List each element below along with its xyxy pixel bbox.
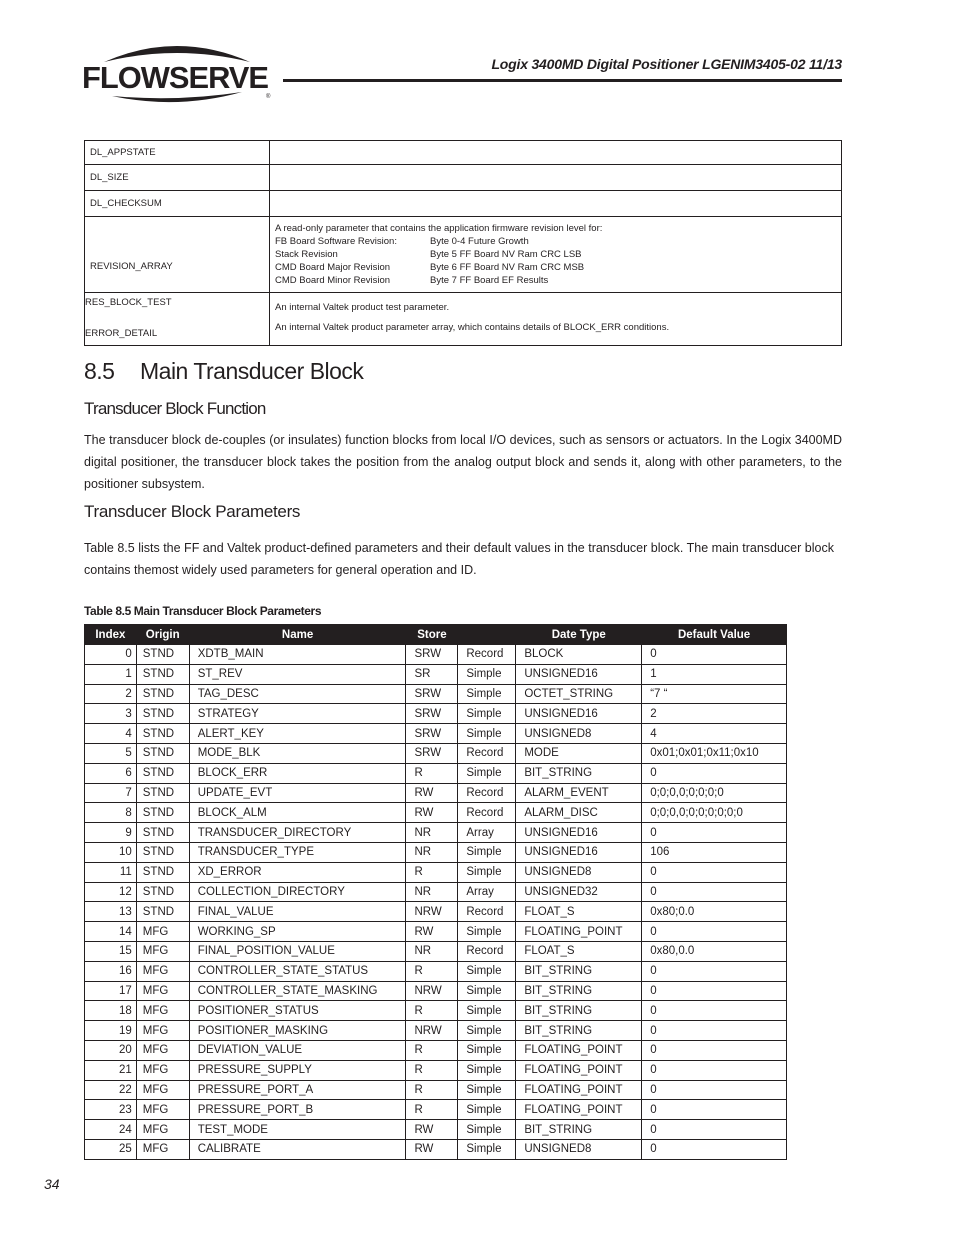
table-row [85,1060,787,1080]
logo-wordmark: FLOWSERVE [82,60,269,95]
origin-cell: MFG [136,981,189,1001]
store-cell: R [406,1080,458,1100]
default-value-cell: 0 [642,645,787,665]
default-value-cell: 0 [642,882,787,902]
index-cell: 7 [85,783,137,803]
default-value-cell: 0 [642,823,787,843]
store-cell: NR [406,941,458,961]
table-row [85,961,787,981]
col-header-default: Default Value [642,625,787,645]
table-row [85,165,842,191]
origin-cell: MFG [136,1060,189,1080]
origin-cell: STND [136,803,189,823]
header-rule [283,79,842,82]
origin-cell: STND [136,882,189,902]
table-body [85,645,787,1160]
name-cell: COLLECTION_DIRECTORY [189,882,406,902]
transducer-params-table [84,624,787,1160]
store-cell: SRW [406,724,458,744]
origin-cell: MFG [136,922,189,942]
default-value-cell: 4 [642,724,787,744]
type-cell: Simple [458,1021,516,1041]
type-cell: Record [458,941,516,961]
index-cell: 13 [85,902,137,922]
store-cell: R [406,961,458,981]
col-header-origin: Origin [136,625,189,645]
res-block-test-desc: An internal Valtek product test parameter. [275,302,450,313]
table-row [85,1100,787,1120]
default-value-cell: 0x80,0.0 [642,941,787,961]
name-cell: POSITIONER_MASKING [189,1021,406,1041]
index-cell: 8 [85,803,137,823]
name-cell: FINAL_POSITION_VALUE [189,941,406,961]
param-name: DL_APPSTATE [85,141,270,165]
table-row [85,684,787,704]
type-cell: Array [458,823,516,843]
name-cell: CALIBRATE [189,1139,406,1159]
store-cell: SRW [406,645,458,665]
default-value-cell: “7 “ [642,684,787,704]
data-type-cell: BIT_STRING [516,1120,642,1140]
name-cell: TAG_DESC [189,684,406,704]
data-type-cell: FLOATING_POINT [516,1080,642,1100]
origin-cell: MFG [136,1139,189,1159]
origin-cell: STND [136,763,189,783]
store-cell: SRW [406,684,458,704]
store-cell: R [406,862,458,882]
name-cell: POSITIONER_STATUS [189,1001,406,1021]
data-type-cell: FLOATING_POINT [516,922,642,942]
table-row [85,704,787,724]
store-cell: RW [406,1120,458,1140]
name-cell: WORKING_SP [189,922,406,942]
table-row [85,763,787,783]
default-value-cell: 2 [642,704,787,724]
index-cell: 11 [85,862,137,882]
default-value-cell: 0 [642,1120,787,1140]
document-title: Logix 3400MD Digital Positioner LGENIM3405-02 11/13 [491,56,842,72]
data-type-cell: ALARM_DISC [516,803,642,823]
table-row [85,724,787,744]
type-cell: Simple [458,1120,516,1140]
origin-cell: MFG [136,1040,189,1060]
table-row [85,1139,787,1159]
store-cell: RW [406,803,458,823]
origin-cell: STND [136,684,189,704]
type-cell: Record [458,743,516,763]
table-row [85,862,787,882]
store-cell: R [406,1100,458,1120]
param-desc [270,217,842,293]
data-type-cell: MODE [516,743,642,763]
table-row [85,783,787,803]
col-header-type [458,625,516,645]
default-value-cell: 0 [642,961,787,981]
table-row [85,1080,787,1100]
type-cell: Simple [458,922,516,942]
index-cell: 20 [85,1040,137,1060]
origin-cell: STND [136,823,189,843]
paragraph-parameters: Table 8.5 lists the FF and Valtek product-defined parameters and their default values in the transducer block. The main transducer block contains themost widely used parameters for general operation and ID. [84,541,834,577]
store-cell: NR [406,842,458,862]
index-cell: 19 [85,1021,137,1041]
name-cell: UPDATE_EVT [189,783,406,803]
origin-cell: STND [136,645,189,665]
name-cell: TRANSDUCER_TYPE [189,842,406,862]
name-cell: PRESSURE_PORT_A [189,1080,406,1100]
index-cell: 5 [85,743,137,763]
store-cell: NRW [406,902,458,922]
name-cell: ALERT_KEY [189,724,406,744]
data-type-cell: UNSIGNED16 [516,823,642,843]
name-cell: XDTB_MAIN [189,645,406,665]
data-type-cell: UNSIGNED16 [516,842,642,862]
index-cell: 18 [85,1001,137,1021]
table-row [85,1120,787,1140]
name-cell: TRANSDUCER_DIRECTORY [189,823,406,843]
name-cell: TEST_MODE [189,1120,406,1140]
origin-cell: STND [136,704,189,724]
type-cell: Simple [458,981,516,1001]
default-value-cell: 0;0;0,0;0;0;0;0;0;0 [642,803,787,823]
table-row [85,191,842,217]
origin-cell: STND [136,724,189,744]
name-cell: CONTROLLER_STATE_MASKING [189,981,406,1001]
type-cell: Simple [458,704,516,724]
index-cell: 9 [85,823,137,843]
type-cell: Simple [458,664,516,684]
res-block-test-name: RES_BLOCK_TEST [85,297,172,308]
name-cell: MODE_BLK [189,743,406,763]
revision-line: CMD Board Minor Revision Byte 7 FF Board EF Results [275,275,549,286]
data-type-cell: FLOAT_S [516,902,642,922]
type-cell: Record [458,803,516,823]
name-cell: BLOCK_ALM [189,803,406,823]
param-desc [270,293,842,346]
data-type-cell: FLOATING_POINT [516,1060,642,1080]
data-type-cell: BIT_STRING [516,981,642,1001]
data-type-cell: BIT_STRING [516,1001,642,1021]
default-value-cell: 0 [642,1060,787,1080]
origin-cell: MFG [136,1100,189,1120]
param-name: DL_SIZE [85,165,270,191]
store-cell: NRW [406,981,458,1001]
table-row [85,1001,787,1021]
data-type-cell: BIT_STRING [516,763,642,783]
default-value-cell: 0 [642,981,787,1001]
type-cell: Record [458,645,516,665]
store-cell: NR [406,882,458,902]
origin-cell: MFG [136,1021,189,1041]
store-cell: R [406,763,458,783]
index-cell: 15 [85,941,137,961]
default-value-cell: 0x80;0.0 [642,902,787,922]
param-name: DL_CHECKSUM [85,191,270,217]
index-cell: 14 [85,922,137,942]
error-detail-desc: An internal Valtek product parameter array, which contains details of BLOCK_ERR conditions. [275,322,670,333]
store-cell: RW [406,783,458,803]
page-number: 34 [44,1176,60,1192]
data-type-cell: UNSIGNED32 [516,882,642,902]
table-row [85,981,787,1001]
name-cell: PRESSURE_SUPPLY [189,1060,406,1080]
default-value-cell: 0 [642,1139,787,1159]
resource-params-table [84,140,842,346]
subheading-function: Transducer Block Function [84,399,266,418]
type-cell: Simple [458,684,516,704]
param-desc [270,165,842,191]
revision-intro: A read-only parameter that contains the application firmware revision level for: [275,223,603,234]
origin-cell: MFG [136,1120,189,1140]
store-cell: RW [406,1139,458,1159]
index-cell: 25 [85,1139,137,1159]
name-cell: PRESSURE_PORT_B [189,1100,406,1120]
name-cell: DEVIATION_VALUE [189,1040,406,1060]
type-cell: Simple [458,1040,516,1060]
data-type-cell: UNSIGNED16 [516,664,642,684]
table-row [85,1040,787,1060]
svg-text:®: ® [266,94,271,100]
index-cell: 21 [85,1060,137,1080]
section-heading: 8.5 Main Transducer Block [84,358,364,384]
param-desc [270,141,842,165]
index-cell: 10 [85,842,137,862]
origin-cell: STND [136,783,189,803]
name-cell: XD_ERROR [189,862,406,882]
origin-cell: STND [136,664,189,684]
data-type-cell: FLOATING_POINT [516,1040,642,1060]
error-detail-name: ERROR_DETAIL [85,328,158,339]
table-row [85,217,842,293]
store-cell: RW [406,922,458,942]
index-cell: 12 [85,882,137,902]
index-cell: 2 [85,684,137,704]
origin-cell: STND [136,842,189,862]
name-cell: ST_REV [189,664,406,684]
data-type-cell: FLOATING_POINT [516,1100,642,1120]
index-cell: 1 [85,664,137,684]
table-row [85,941,787,961]
data-type-cell: FLOAT_S [516,941,642,961]
type-cell: Simple [458,1139,516,1159]
param-name [85,293,270,346]
index-cell: 16 [85,961,137,981]
index-cell: 4 [85,724,137,744]
revision-line: Stack Revision Byte 5 FF Board NV Ram CRC LSB [275,249,582,260]
default-value-cell: 0 [642,1001,787,1021]
default-value-cell: 0 [642,763,787,783]
store-cell: SRW [406,743,458,763]
origin-cell: MFG [136,961,189,981]
index-cell: 24 [85,1120,137,1140]
name-cell: BLOCK_ERR [189,763,406,783]
col-header-store: Store [406,625,458,645]
default-value-cell: 106 [642,842,787,862]
index-cell: 0 [85,645,137,665]
table-row [85,664,787,684]
table-header-row [85,625,787,645]
default-value-cell: 0 [642,922,787,942]
origin-cell: MFG [136,941,189,961]
col-header-name: Name [189,625,406,645]
paragraph-function: The transducer block de-couples (or insulates) function blocks from local I/O devices, such as sensors or actuators. In the Logix 3400MD digital positioner, the transducer block takes the position from the analog output block and sends it, along with other parameters, to the positioner subsystem. [84,433,842,491]
origin-cell: STND [136,902,189,922]
default-value-cell: 0 [642,1080,787,1100]
table-caption: Table 8.5 Main Transducer Block Parameters [84,604,322,618]
flowserve-logo [82,38,274,104]
revision-line: FB Board Software Revision: Byte 0-4 Future Growth [275,236,529,247]
store-cell: SR [406,664,458,684]
param-name: REVISION_ARRAY [85,217,270,293]
store-cell: SRW [406,704,458,724]
store-cell: R [406,1040,458,1060]
type-cell: Simple [458,1080,516,1100]
type-cell: Simple [458,1001,516,1021]
origin-cell: STND [136,743,189,763]
revision-line: CMD Board Major Revision Byte 6 FF Board NV Ram CRC MSB [275,262,585,273]
index-cell: 23 [85,1100,137,1120]
store-cell: NR [406,823,458,843]
type-cell: Simple [458,724,516,744]
table-row [85,293,842,346]
type-cell: Record [458,902,516,922]
data-type-cell: UNSIGNED8 [516,1139,642,1159]
type-cell: Simple [458,862,516,882]
index-cell: 17 [85,981,137,1001]
table-row [85,882,787,902]
name-cell: FINAL_VALUE [189,902,406,922]
table-row [85,842,787,862]
table-row [85,645,787,665]
data-type-cell: UNSIGNED16 [516,704,642,724]
table-row [85,823,787,843]
subheading-parameters: Transducer Block Parameters [84,502,301,521]
default-value-cell: 0 [642,1040,787,1060]
table-row [85,803,787,823]
type-cell: Simple [458,1100,516,1120]
name-cell: STRATEGY [189,704,406,724]
data-type-cell: UNSIGNED8 [516,862,642,882]
col-header-index: Index [85,625,137,645]
table-row [85,1021,787,1041]
param-desc [270,191,842,217]
data-type-cell: ALARM_EVENT [516,783,642,803]
index-cell: 6 [85,763,137,783]
default-value-cell: 0 [642,1100,787,1120]
type-cell: Record [458,783,516,803]
origin-cell: STND [136,862,189,882]
table-row [85,922,787,942]
type-cell: Simple [458,763,516,783]
store-cell: NRW [406,1021,458,1041]
type-cell: Simple [458,842,516,862]
origin-cell: MFG [136,1080,189,1100]
default-value-cell: 0 [642,862,787,882]
name-cell: CONTROLLER_STATE_STATUS [189,961,406,981]
table-row [85,902,787,922]
table-row [85,141,842,165]
data-type-cell: BIT_STRING [516,961,642,981]
origin-cell: MFG [136,1001,189,1021]
store-cell: R [406,1001,458,1021]
index-cell: 22 [85,1080,137,1100]
col-header-data-type: Date Type [516,625,642,645]
type-cell: Simple [458,961,516,981]
default-value-cell: 0 [642,1021,787,1041]
table-row [85,743,787,763]
data-type-cell: OCTET_STRING [516,684,642,704]
default-value-cell: 1 [642,664,787,684]
index-cell: 3 [85,704,137,724]
default-value-cell: 0x01;0x01;0x11;0x10 [642,743,787,763]
data-type-cell: BIT_STRING [516,1021,642,1041]
type-cell: Array [458,882,516,902]
data-type-cell: BLOCK [516,645,642,665]
store-cell: R [406,1060,458,1080]
default-value-cell: 0;0;0,0;0;0;0;0 [642,783,787,803]
type-cell: Simple [458,1060,516,1080]
data-type-cell: UNSIGNED8 [516,724,642,744]
